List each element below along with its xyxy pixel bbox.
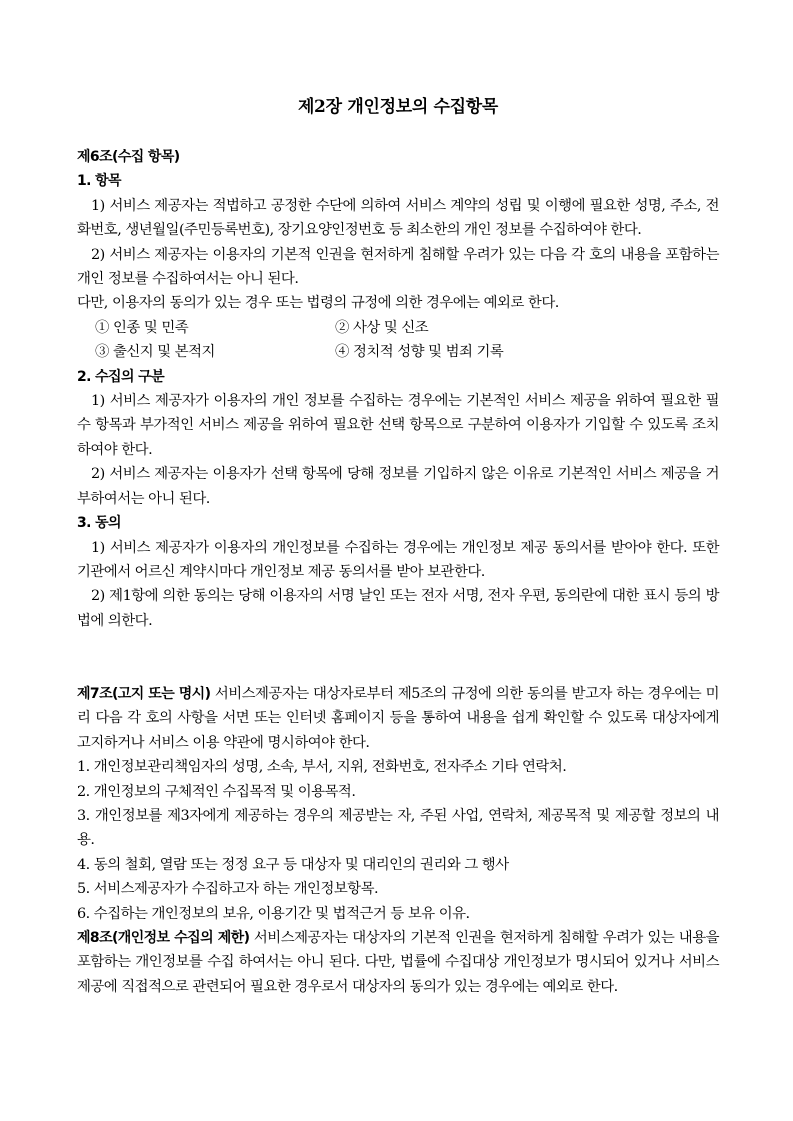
list-item: 3. 개인정보를 제3자에게 제공하는 경우의 제공받는 자, 주된 사업, 연락처, 제공목적 및 제공할 정보의 내용. (77, 807, 719, 849)
article8-heading: 제8조(개인정보 수집의 제한) (77, 929, 250, 946)
document-body (77, 145, 719, 999)
section1-paragraph-3: 다만, 이용자의 동의가 있는 경우 또는 법령의 규정에 의한 경우에는 예외로 한다. (77, 295, 559, 312)
list-item: ① 인종 및 민족 (95, 319, 189, 336)
section2-paragraph-2: 2) 서비스 제공자는 이용자가 선택 항목에 당해 정보를 기입하지 않은 이유로 기본적인 서비스 제공을 거부하여서는 아니 된다. (77, 466, 719, 507)
section1-paragraph-1: 1) 서비스 제공자는 적법하고 공정한 수단에 의하여 서비스 계약의 성립 및 이행에 필요한 성명, 주소, 전화번호, 생년월일(주민등록번호), 장기요양인정번호 등 최소한의 개인 정보를 수집하여야 한다. (77, 197, 719, 239)
list-item: 6. 수집하는 개인정보의 보유, 이용기간 및 법적근거 등 보유 이유. (77, 905, 470, 922)
list-item: ③ 출신지 및 본적지 (95, 344, 215, 361)
list-item: 2. 개인정보의 구체적인 수집목적 및 이용목적. (77, 783, 356, 800)
article8-paragraph (77, 926, 719, 999)
list-item: 4. 동의 철회, 열람 또는 정정 요구 등 대상자 및 대리인의 권리와 그 행사 (77, 856, 509, 873)
spacer (77, 658, 719, 682)
section1-paragraph-2: 2) 서비스 제공자는 이용자의 기본적 인권을 현저하게 침해할 우려가 있는 다음 각 호의 내용을 포함하는 개인 정보를 수집하여서는 아니 된다. (77, 246, 719, 288)
spacer (77, 633, 719, 657)
list-item: ② 사상 및 신조 (335, 319, 429, 336)
section3-paragraph-2: 2) 제1항에 의한 동의는 당해 이용자의 서명 날인 또는 전자 서명, 전자 우편, 동의란에 대한 표시 등의 방법에 의한다. (77, 588, 719, 629)
section1-items-row-2 (77, 340, 719, 364)
list-item: ④ 정치적 성향 및 범죄 기록 (335, 344, 504, 361)
article7-heading: 제7조(고지 또는 명시) (77, 685, 211, 702)
section1-items-row-1 (77, 316, 719, 340)
section2-paragraph-1: 1) 서비스 제공자가 이용자의 개인 정보를 수집하는 경우에는 기본적인 서비스 제공을 위하여 필요한 필수 항목과 부가적인 서비스 제공을 위하여 필요한 선택 항목으로 구분하여 이용자가 기입할 수 있도록 조치하여야 한다. (77, 393, 719, 458)
article7-paragraph (77, 682, 719, 755)
list-item: 5. 서비스제공자가 수집하고자 하는 개인정보항목. (77, 881, 379, 898)
chapter-title: 제2장 개인정보의 수집항목 (297, 97, 499, 117)
section1-heading: 1. 항목 (77, 173, 121, 190)
section3-paragraph-1: 1) 서비스 제공자가 이용자의 개인정보를 수집하는 경우에는 개인정보 제공 동의서를 받아야 한다. 또한 기관에서 어르신 계약시마다 개인정보 제공 동의서를 받아 보관한다. (77, 539, 719, 580)
list-item: 1. 개인정보관리책임자의 성명, 소속, 부서, 지위, 전화번호, 전자주소 기타 연락처. (77, 759, 567, 776)
article7-intro: 서비스제공자는 대상자로부터 제5조의 규정에 의한 동의를 받고자 하는 경우에는 미리 다음 각 호의 사항을 서면 또는 인터넷 홈페이지 등을 통하여 내용을 쉽게 확인할 수 있도록 대상자에게 고지하거나 서비스 이용 약관에 명시하여야 한다. (77, 685, 719, 751)
article6-heading: 제6조(수집 항목) (77, 149, 180, 165)
section2-heading: 2. 수집의 구분 (77, 368, 165, 385)
section3-heading: 3. 동의 (77, 515, 121, 532)
article8-body: 서비스제공자는 대상자의 기본적 인권을 현저하게 침해할 우려가 있는 내용을 포함하는 개인정보를 수집 하여서는 아니 된다. 다만, 법률에 수집대상 개인정보가 명시되어 있거나 서비스 제공에 직접적으로 관련되어 필요한 경우로서 대상자의 동의가 있는 경우에는 예외로 한다. (77, 929, 720, 995)
